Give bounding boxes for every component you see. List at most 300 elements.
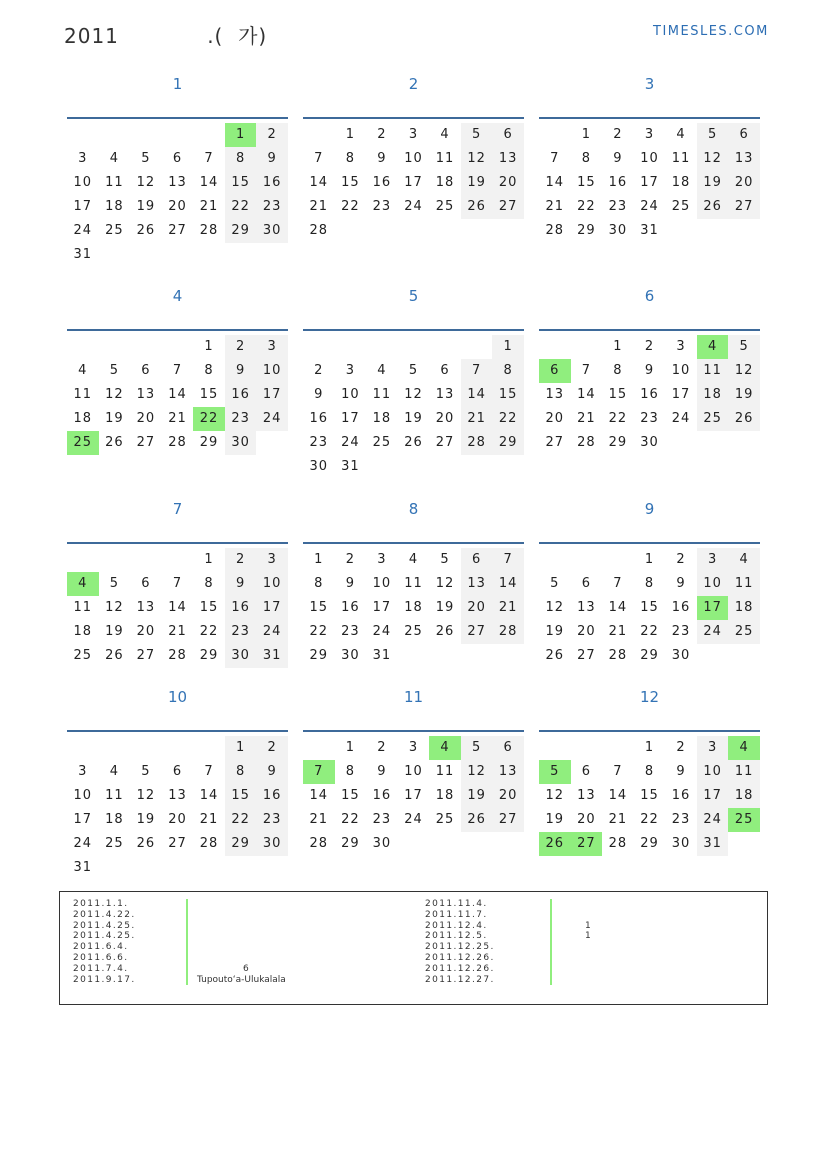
day-cell: 17	[372, 600, 392, 615]
day-cell: 16	[372, 788, 392, 803]
day-cell: 11	[671, 151, 691, 166]
day-cell: 17	[640, 175, 659, 190]
day-cell: 12	[105, 387, 124, 402]
holiday-name: 6	[243, 963, 249, 974]
day-cell: 28	[608, 648, 628, 663]
day-cell: 22	[199, 624, 219, 639]
day-cell: 30	[341, 648, 360, 663]
day-cell: 17	[697, 784, 729, 808]
holiday-date: 2011.6.4.	[73, 942, 129, 953]
day-cell: 12	[697, 147, 729, 171]
day-cell: 29	[225, 832, 257, 856]
day-cell: 4	[78, 363, 88, 378]
day-cell: 9	[377, 764, 387, 779]
month-title: 10	[167, 688, 188, 706]
day-cell: 13	[435, 387, 455, 402]
day-cell: 28	[492, 620, 524, 644]
day-cell: 16	[225, 383, 257, 407]
month-divider	[67, 542, 288, 544]
month-divider	[303, 329, 524, 331]
day-cell: 4	[676, 127, 686, 142]
day-cell: 24	[73, 223, 93, 238]
day-cell: 30	[372, 836, 392, 851]
day-cell: 29	[640, 836, 659, 851]
day-cell: 30	[225, 644, 257, 668]
day-cell: 15	[492, 383, 524, 407]
day-cell: 23	[640, 411, 659, 426]
day-cell: 10	[404, 764, 423, 779]
day-cell: 27	[136, 648, 156, 663]
day-cell: 17	[256, 383, 288, 407]
day-cell: 8	[644, 576, 655, 591]
day-cell: 14	[577, 387, 596, 402]
day-cell: 23	[309, 435, 329, 450]
day-cell: 20	[728, 171, 760, 195]
day-cell: 13	[492, 760, 524, 784]
day-cell: 25	[372, 435, 392, 450]
day-cell: 24	[256, 407, 288, 431]
day-cell: 20	[577, 624, 596, 639]
day-cell: 2	[377, 740, 387, 755]
day-cell: 11	[728, 760, 760, 784]
day-cell: 4	[408, 552, 419, 567]
day-cell: 12	[545, 788, 565, 803]
day-cell: 10	[697, 760, 729, 784]
day-cell: 26	[105, 648, 124, 663]
day-cell: 29	[640, 648, 659, 663]
day-cell: 10	[73, 175, 93, 190]
day-cell: 3	[78, 151, 88, 166]
day-cell: 1	[492, 335, 524, 359]
day-cell: 30	[256, 832, 288, 856]
day-cell: 3	[345, 363, 355, 378]
holiday-date: 2011.12.25.	[425, 942, 495, 953]
day-cell: 20	[435, 411, 455, 426]
day-cell: 20	[461, 596, 493, 620]
day-cell: 20	[168, 812, 187, 827]
day-cell: 27	[577, 648, 596, 663]
day-cell: 7	[172, 576, 183, 591]
month-divider	[67, 329, 288, 331]
day-cell: 28	[461, 431, 493, 455]
day-cell: 26	[697, 195, 729, 219]
day-cell: 26	[136, 836, 156, 851]
day-cell: 17	[256, 596, 288, 620]
day-cell: 16	[640, 387, 659, 402]
day-cell: 25	[697, 407, 729, 431]
holiday-date: 2011.4.25.	[73, 920, 136, 931]
day-cell: 21	[199, 812, 219, 827]
month-title: 9	[644, 500, 655, 518]
day-cell: 30	[671, 648, 691, 663]
day-cell: 29	[309, 648, 329, 663]
day-cell: 27	[168, 836, 187, 851]
month-divider	[67, 117, 288, 119]
day-cell: 26	[545, 648, 565, 663]
day-cell: 12	[461, 760, 493, 784]
day-cell: 6	[581, 764, 591, 779]
day-cell: 13	[136, 387, 156, 402]
day-cell: 6	[728, 123, 760, 147]
day-cell: 9	[644, 363, 655, 378]
day-cell: 9	[676, 764, 686, 779]
day-cell: 5	[408, 363, 419, 378]
day-cell: 11	[105, 788, 124, 803]
day-cell: 28	[168, 648, 187, 663]
day-cell: 3	[676, 339, 686, 354]
day-cell: 12	[435, 576, 455, 591]
day-cell: 14	[199, 788, 219, 803]
day-cell: 10	[404, 151, 423, 166]
day-cell: 18	[73, 411, 93, 426]
day-cell: 13	[461, 572, 493, 596]
day-cell: 21	[577, 411, 596, 426]
day-cell: 25	[105, 836, 124, 851]
day-cell: 10	[372, 576, 392, 591]
day-cell: 19	[136, 199, 156, 214]
day-cell: 29	[492, 431, 524, 455]
day-cell: 13	[136, 600, 156, 615]
day-cell: 7	[550, 151, 560, 166]
holiday-date: 2011.7.4.	[73, 963, 129, 974]
day-cell: 15	[608, 387, 628, 402]
day-cell: 11	[697, 359, 729, 383]
page-title: 2011 .( 가)	[64, 24, 268, 48]
site-link[interactable]: TIMESLES.COM	[653, 24, 769, 39]
day-cell: 13	[545, 387, 565, 402]
day-cell: 18	[404, 600, 423, 615]
day-cell: 25	[435, 812, 455, 827]
day-cell: 5	[461, 736, 493, 760]
holiday-cell: 25	[728, 808, 760, 832]
day-cell: 16	[256, 784, 288, 808]
day-cell: 14	[608, 788, 628, 803]
day-cell: 22	[492, 407, 524, 431]
day-cell: 31	[256, 644, 288, 668]
day-cell: 1	[225, 736, 257, 760]
day-cell: 19	[728, 383, 760, 407]
day-cell: 17	[73, 812, 93, 827]
day-cell: 11	[728, 572, 760, 596]
day-cell: 21	[168, 411, 187, 426]
day-cell: 16	[671, 600, 691, 615]
holiday-cell: 1	[225, 123, 257, 147]
day-cell: 23	[225, 407, 257, 431]
day-cell: 24	[73, 836, 93, 851]
day-cell: 13	[577, 600, 596, 615]
day-cell: 2	[644, 339, 655, 354]
day-cell: 14	[492, 572, 524, 596]
day-cell: 7	[204, 151, 214, 166]
day-cell: 21	[608, 812, 628, 827]
day-cell: 18	[105, 199, 124, 214]
day-cell: 5	[109, 363, 119, 378]
day-cell: 9	[377, 151, 387, 166]
day-cell: 20	[577, 812, 596, 827]
month-divider	[539, 329, 760, 331]
day-cell: 27	[492, 195, 524, 219]
day-cell: 27	[435, 435, 455, 450]
day-cell: 29	[199, 435, 219, 450]
day-cell: 31	[640, 223, 659, 238]
month-divider	[539, 117, 760, 119]
day-cell: 8	[225, 760, 257, 784]
day-cell: 3	[256, 335, 288, 359]
day-cell: 19	[435, 600, 455, 615]
holiday-cell: 26	[539, 832, 571, 856]
day-cell: 30	[256, 219, 288, 243]
month-title: 11	[403, 688, 424, 706]
day-cell: 9	[256, 147, 288, 171]
day-cell: 7	[492, 548, 524, 572]
day-cell: 4	[377, 363, 387, 378]
day-cell: 26	[404, 435, 423, 450]
day-cell: 14	[309, 788, 329, 803]
holiday-cell: 25	[67, 431, 99, 455]
day-cell: 8	[644, 764, 655, 779]
holiday-cell: 6	[539, 359, 571, 383]
day-cell: 10	[640, 151, 659, 166]
day-cell: 7	[314, 151, 324, 166]
day-cell: 7	[613, 764, 623, 779]
day-cell: 20	[136, 624, 156, 639]
day-cell: 8	[613, 363, 623, 378]
holiday-cell: 27	[571, 832, 603, 856]
day-cell: 9	[225, 359, 257, 383]
day-cell: 15	[341, 788, 360, 803]
day-cell: 31	[73, 247, 93, 262]
day-cell: 18	[697, 383, 729, 407]
day-cell: 8	[492, 359, 524, 383]
day-cell: 8	[581, 151, 591, 166]
holiday-date: 2011.9.17.	[73, 974, 136, 985]
day-cell: 16	[372, 175, 392, 190]
day-cell: 12	[404, 387, 423, 402]
holiday-cell: 5	[539, 760, 571, 784]
day-cell: 21	[492, 596, 524, 620]
day-cell: 9	[613, 151, 623, 166]
day-cell: 27	[545, 435, 565, 450]
day-cell: 12	[136, 788, 156, 803]
day-cell: 12	[728, 359, 760, 383]
day-cell: 27	[728, 195, 760, 219]
day-cell: 2	[676, 740, 686, 755]
month-title: 5	[408, 287, 419, 305]
day-cell: 31	[341, 459, 360, 474]
day-cell: 8	[345, 764, 355, 779]
day-cell: 6	[172, 764, 183, 779]
month-divider	[303, 542, 524, 544]
month-divider	[539, 542, 760, 544]
day-cell: 2	[256, 123, 288, 147]
day-cell: 15	[640, 600, 659, 615]
day-cell: 21	[309, 199, 329, 214]
day-cell: 5	[109, 576, 119, 591]
day-cell: 18	[435, 788, 455, 803]
day-cell: 28	[309, 223, 329, 238]
day-cell: 8	[225, 147, 257, 171]
day-cell: 3	[408, 127, 419, 142]
holiday-date: 2011.12.5.	[425, 931, 488, 942]
day-cell: 5	[728, 335, 760, 359]
day-cell: 7	[461, 359, 493, 383]
day-cell: 5	[550, 576, 560, 591]
day-cell: 10	[73, 788, 93, 803]
day-cell: 11	[435, 151, 455, 166]
day-cell: 1	[581, 127, 591, 142]
day-cell: 2	[225, 335, 257, 359]
day-cell: 12	[545, 600, 565, 615]
day-cell: 3	[256, 548, 288, 572]
day-cell: 31	[372, 648, 392, 663]
day-cell: 29	[608, 435, 628, 450]
day-cell: 10	[697, 572, 729, 596]
day-cell: 26	[136, 223, 156, 238]
day-cell: 2	[345, 552, 355, 567]
day-cell: 3	[78, 764, 88, 779]
day-cell: 8	[204, 363, 214, 378]
day-cell: 5	[141, 151, 151, 166]
day-cell: 3	[408, 740, 419, 755]
day-cell: 25	[728, 620, 760, 644]
day-cell: 5	[461, 123, 493, 147]
day-cell: 23	[372, 199, 392, 214]
day-cell: 20	[168, 199, 187, 214]
day-cell: 24	[671, 411, 691, 426]
day-cell: 2	[676, 552, 686, 567]
day-cell: 22	[640, 812, 659, 827]
day-cell: 18	[728, 784, 760, 808]
day-cell: 19	[545, 812, 565, 827]
day-cell: 3	[697, 736, 729, 760]
holiday-name: Tupoutoʻa-Ulukalala	[197, 974, 286, 985]
day-cell: 5	[440, 552, 450, 567]
day-cell: 15	[577, 175, 596, 190]
day-cell: 28	[309, 836, 329, 851]
day-cell: 13	[492, 147, 524, 171]
day-cell: 11	[372, 387, 392, 402]
holiday-date: 2011.1.1.	[73, 899, 129, 909]
day-cell: 6	[492, 123, 524, 147]
day-cell: 12	[105, 600, 124, 615]
day-cell: 1	[204, 552, 214, 567]
day-cell: 19	[404, 411, 423, 426]
day-cell: 9	[256, 760, 288, 784]
day-cell: 28	[545, 223, 565, 238]
day-cell: 15	[199, 387, 219, 402]
day-cell: 27	[136, 435, 156, 450]
day-cell: 27	[492, 808, 524, 832]
day-cell: 2	[225, 548, 257, 572]
day-cell: 15	[199, 600, 219, 615]
day-cell: 27	[168, 223, 187, 238]
day-cell: 19	[697, 171, 729, 195]
day-cell: 12	[136, 175, 156, 190]
day-cell: 26	[728, 407, 760, 431]
day-cell: 14	[199, 175, 219, 190]
day-cell: 31	[697, 832, 729, 856]
day-cell: 14	[461, 383, 493, 407]
day-cell: 1	[613, 339, 623, 354]
day-cell: 28	[168, 435, 187, 450]
holiday-date: 2011.12.26.	[425, 963, 495, 974]
day-cell: 19	[136, 812, 156, 827]
day-cell: 23	[372, 812, 392, 827]
day-cell: 13	[728, 147, 760, 171]
day-cell: 17	[404, 175, 423, 190]
day-cell: 6	[492, 736, 524, 760]
day-cell: 30	[640, 435, 659, 450]
day-cell: 18	[372, 411, 392, 426]
day-cell: 16	[256, 171, 288, 195]
day-cell: 24	[697, 808, 729, 832]
day-cell: 8	[314, 576, 324, 591]
day-cell: 3	[377, 552, 387, 567]
day-cell: 5	[141, 764, 151, 779]
day-cell: 13	[168, 175, 187, 190]
day-cell: 3	[697, 548, 729, 572]
day-cell: 23	[225, 620, 257, 644]
day-cell: 22	[608, 411, 628, 426]
day-cell: 10	[256, 359, 288, 383]
day-cell: 17	[671, 387, 691, 402]
holiday-date: 2011.12.4.	[425, 920, 488, 931]
day-cell: 19	[105, 624, 124, 639]
day-cell: 19	[105, 411, 124, 426]
day-cell: 21	[309, 812, 329, 827]
day-cell: 26	[461, 195, 493, 219]
month-title: 12	[639, 688, 660, 706]
day-cell: 9	[314, 387, 324, 402]
day-cell: 22	[341, 199, 360, 214]
day-cell: 20	[136, 411, 156, 426]
day-cell: 18	[105, 812, 124, 827]
day-cell: 7	[581, 363, 591, 378]
month-title: 7	[172, 500, 183, 518]
day-cell: 16	[671, 788, 691, 803]
holiday-date: 2011.6.6.	[73, 953, 129, 963]
day-cell: 28	[199, 836, 219, 851]
day-cell: 26	[461, 808, 493, 832]
month-title: 8	[408, 500, 419, 518]
day-cell: 16	[341, 600, 360, 615]
day-cell: 22	[225, 195, 257, 219]
day-cell: 11	[73, 600, 93, 615]
day-cell: 14	[168, 600, 187, 615]
day-cell: 10	[256, 572, 288, 596]
month-title: 3	[644, 75, 655, 93]
day-cell: 1	[345, 127, 355, 142]
day-cell: 19	[461, 784, 493, 808]
month-divider	[67, 730, 288, 732]
day-cell: 20	[492, 784, 524, 808]
holiday-cell: 4	[67, 572, 99, 596]
day-cell: 10	[341, 387, 360, 402]
day-cell: 16	[608, 175, 628, 190]
day-cell: 25	[105, 223, 124, 238]
holiday-cell: 4	[429, 736, 461, 760]
day-cell: 29	[577, 223, 596, 238]
holiday-date: 2011.11.4.	[425, 899, 488, 909]
day-cell: 21	[168, 624, 187, 639]
holiday-date: 2011.12.27.	[425, 974, 495, 985]
day-cell: 18	[728, 596, 760, 620]
day-cell: 8	[345, 151, 355, 166]
day-cell: 23	[256, 808, 288, 832]
day-cell: 10	[671, 363, 691, 378]
day-cell: 21	[608, 624, 628, 639]
day-cell: 13	[168, 788, 187, 803]
